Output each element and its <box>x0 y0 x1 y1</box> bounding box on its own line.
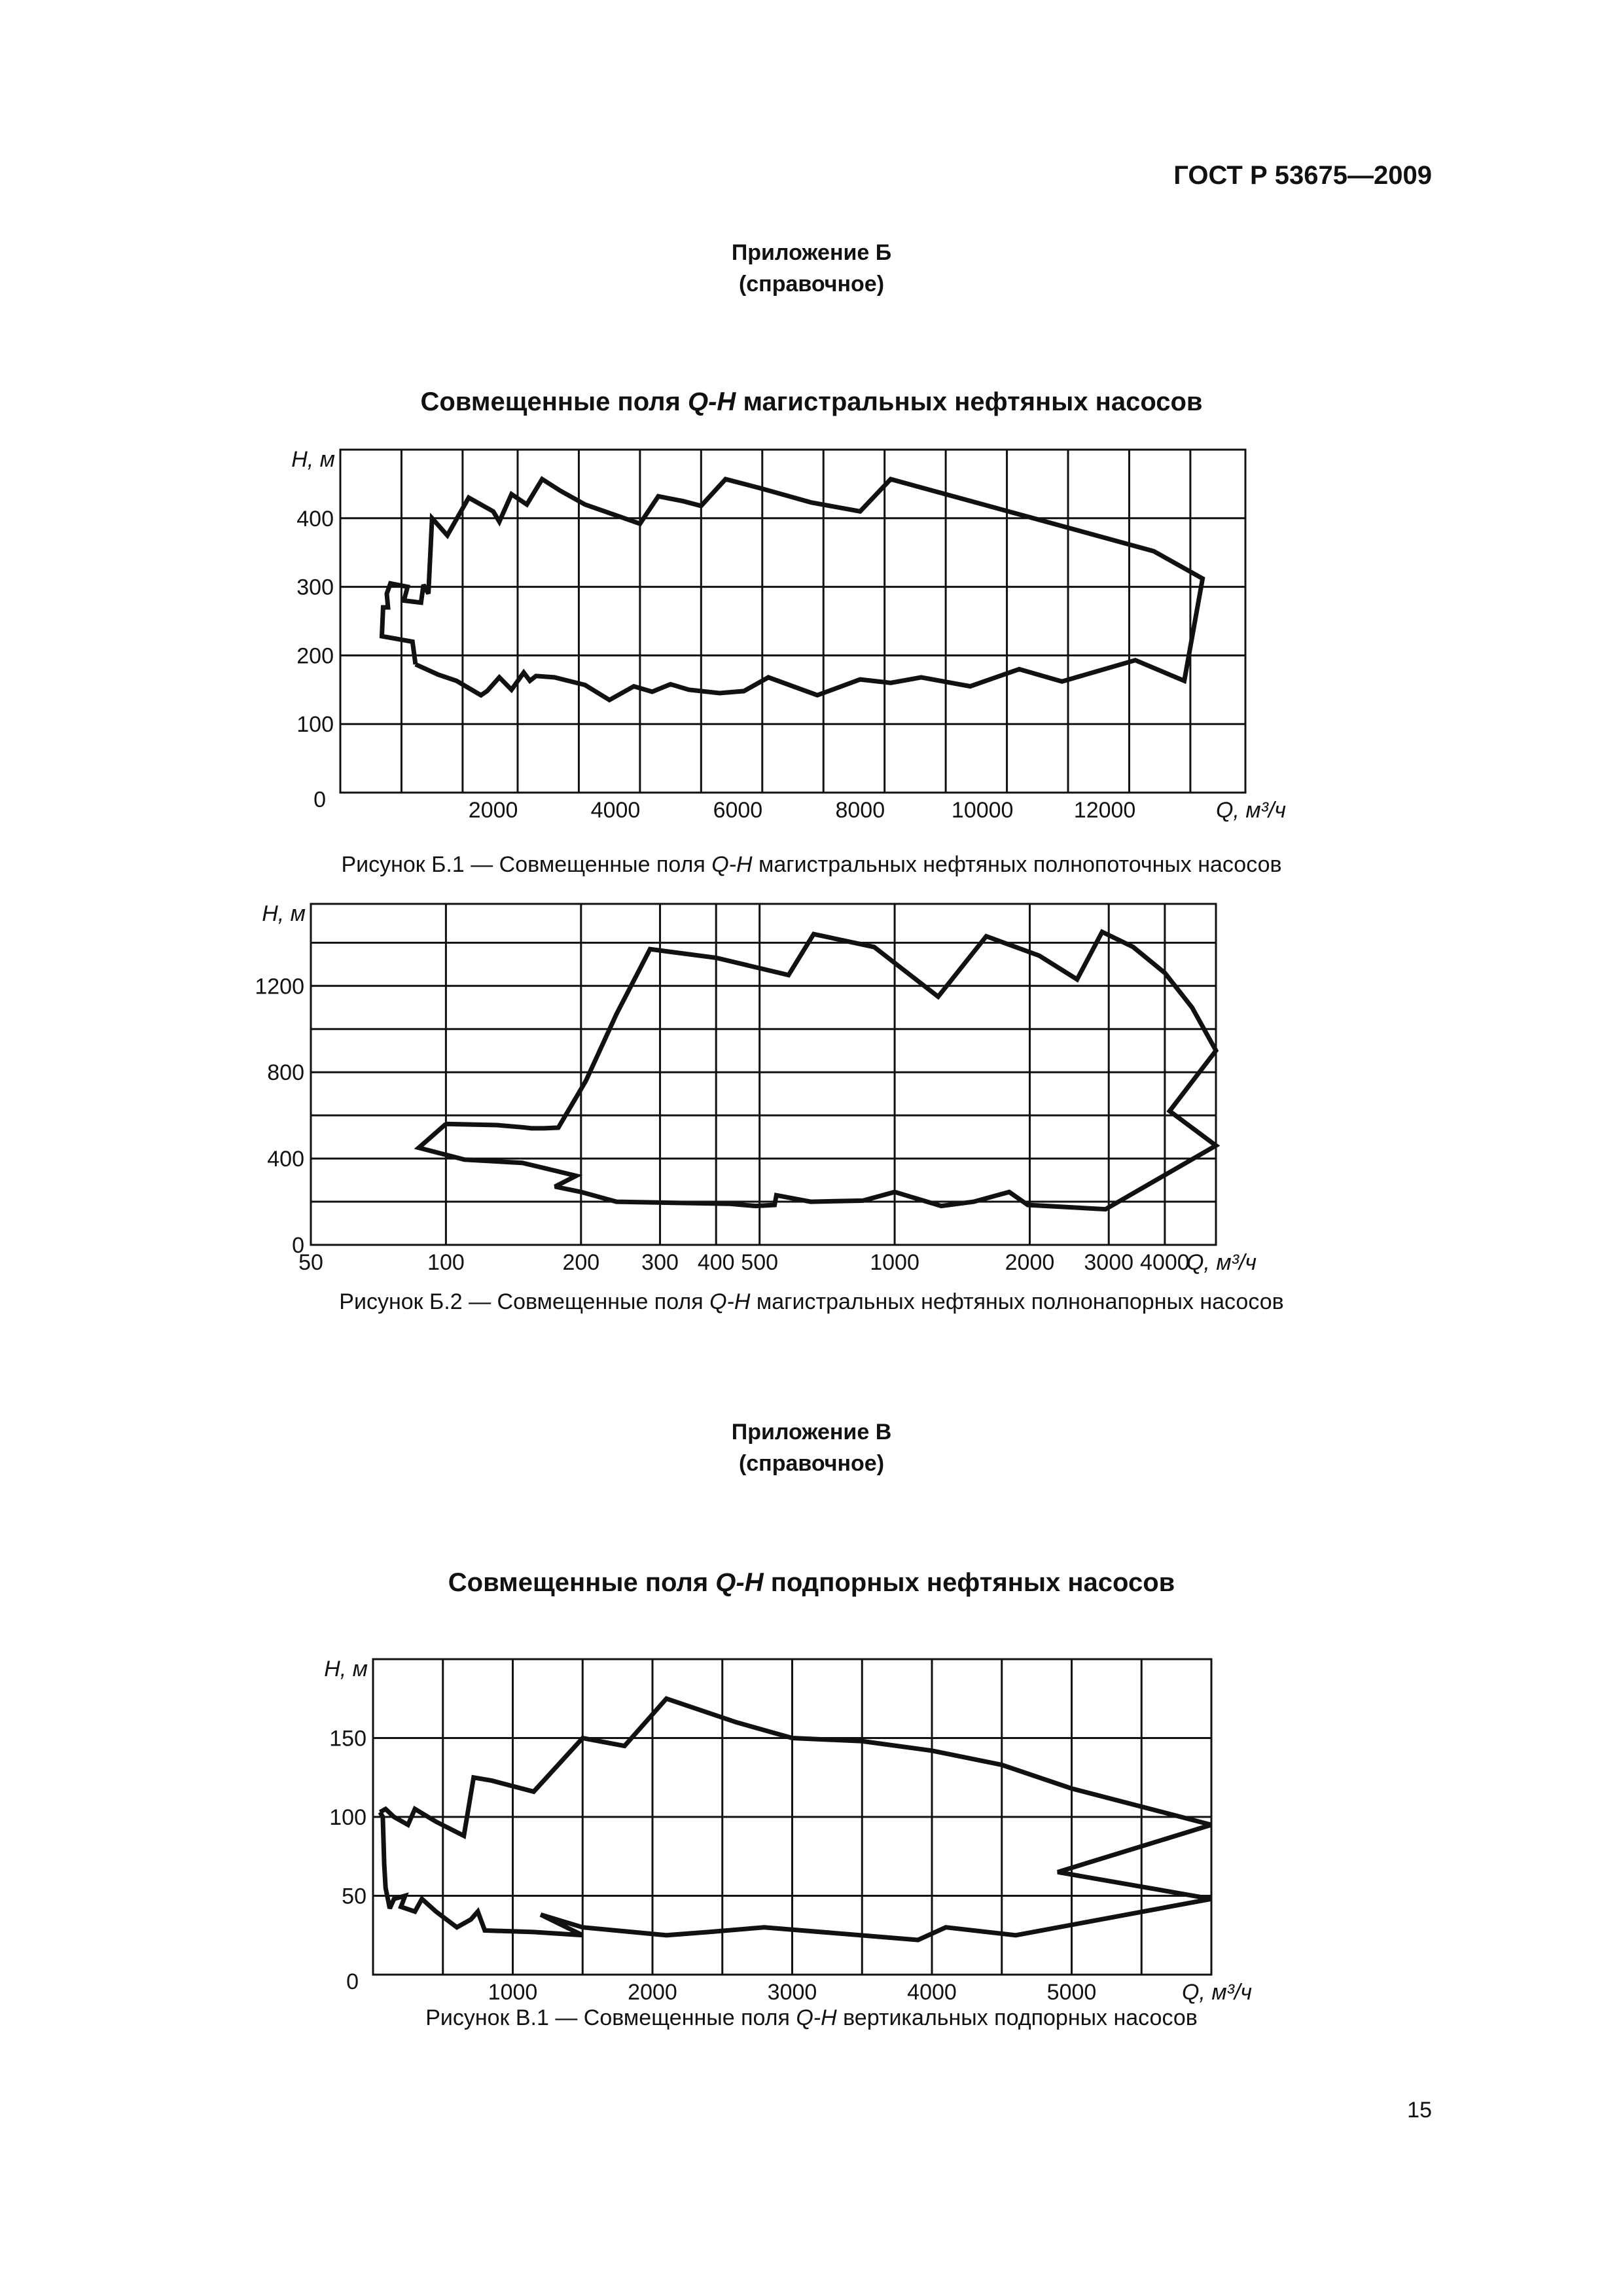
y-tick-label: 100 <box>296 712 334 738</box>
y-tick-label: 0 <box>292 1233 304 1258</box>
x-axis-label: Q, м³/ч <box>1181 1980 1252 2005</box>
heading-var: Q-H <box>715 1568 764 1597</box>
caption-text: Рисунок Б.2 — Совмещенные поля <box>339 1289 710 1314</box>
caption-var: Q-H <box>711 852 753 877</box>
page-number: 15 <box>1407 2098 1432 2123</box>
caption-var: Q-H <box>709 1289 751 1314</box>
qh-field-boundary <box>382 479 1203 700</box>
caption-text: магистральных нефтяных полнонапорных насосов <box>750 1289 1284 1314</box>
qh-field-boundary <box>380 1698 1211 1940</box>
chart-b2 <box>255 901 1257 1275</box>
x-tick-label: 50 <box>298 1250 323 1275</box>
x-tick-label: 2000 <box>1005 1250 1055 1275</box>
y-tick-label: 300 <box>296 575 334 600</box>
origin-label: 0 <box>313 787 326 812</box>
y-axis-label: H, м <box>324 1657 368 1681</box>
x-tick-label: 4000 <box>1140 1250 1190 1275</box>
x-tick-label: 10000 <box>951 798 1014 823</box>
caption-var: Q-H <box>796 2005 837 2030</box>
x-tick-label: 5000 <box>1046 1980 1097 2005</box>
x-tick-label: 3000 <box>1084 1250 1134 1275</box>
x-tick-label: 500 <box>741 1250 779 1275</box>
x-axis-label: Q, м³/ч <box>1215 798 1286 823</box>
y-tick-label: 1200 <box>255 974 304 999</box>
x-tick-label: 1000 <box>870 1250 919 1275</box>
x-tick-label: 1000 <box>488 1980 538 2005</box>
chart-v1 <box>324 1657 1252 2005</box>
appendix-v-title: Приложение В <box>731 1420 892 1444</box>
origin-label: 0 <box>346 1969 359 1994</box>
x-tick-label: 8000 <box>835 798 885 823</box>
appendix-v-subtitle: (справочное) <box>738 1451 885 1476</box>
appendix-b-subtitle: (справочное) <box>738 272 885 296</box>
x-tick-label: 100 <box>427 1250 465 1275</box>
caption-text: Рисунок Б.1 — Совмещенные поля <box>341 852 712 877</box>
x-tick-label: 400 <box>697 1250 735 1275</box>
x-tick-label: 2000 <box>468 798 518 823</box>
y-tick-label: 150 <box>329 1726 366 1751</box>
x-tick-label: 300 <box>641 1250 679 1275</box>
y-tick-label: 400 <box>267 1147 304 1172</box>
x-tick-label: 2000 <box>628 1980 677 2005</box>
x-tick-label: 12000 <box>1073 798 1136 823</box>
appendix-b-title: Приложение Б <box>731 240 892 265</box>
y-axis-label: H, м <box>291 447 335 472</box>
document-code: ГОСТ Р 53675—2009 <box>1173 161 1432 190</box>
caption-text: вертикальных подпорных насосов <box>836 2005 1198 2030</box>
heading-text: подпорных нефтяных насосов <box>763 1568 1175 1597</box>
y-axis-label: H, м <box>262 901 306 926</box>
chart-b1 <box>291 447 1286 823</box>
qh-field-boundary <box>419 932 1216 1210</box>
x-axis-label: Q, м³/ч <box>1186 1250 1257 1275</box>
heading-var: Q-H <box>688 387 736 416</box>
caption-text: Рисунок В.1 — Совмещенные поля <box>425 2005 796 2030</box>
y-tick-label: 50 <box>342 1884 366 1909</box>
y-tick-label: 200 <box>296 643 334 669</box>
x-tick-label: 4000 <box>590 798 641 823</box>
y-tick-label: 100 <box>329 1805 366 1830</box>
heading-text: Совмещенные поля <box>448 1568 716 1597</box>
heading-text: Совмещенные поля <box>420 387 688 416</box>
y-tick-label: 400 <box>296 506 334 531</box>
x-tick-label: 6000 <box>713 798 763 823</box>
heading-text: магистральных нефтяных насосов <box>736 387 1203 416</box>
x-tick-label: 4000 <box>907 1980 957 2005</box>
x-tick-label: 3000 <box>767 1980 817 2005</box>
caption-text: магистральных нефтяных полнопоточных насосов <box>752 852 1282 877</box>
y-tick-label: 800 <box>267 1060 304 1086</box>
x-tick-label: 200 <box>562 1250 600 1275</box>
